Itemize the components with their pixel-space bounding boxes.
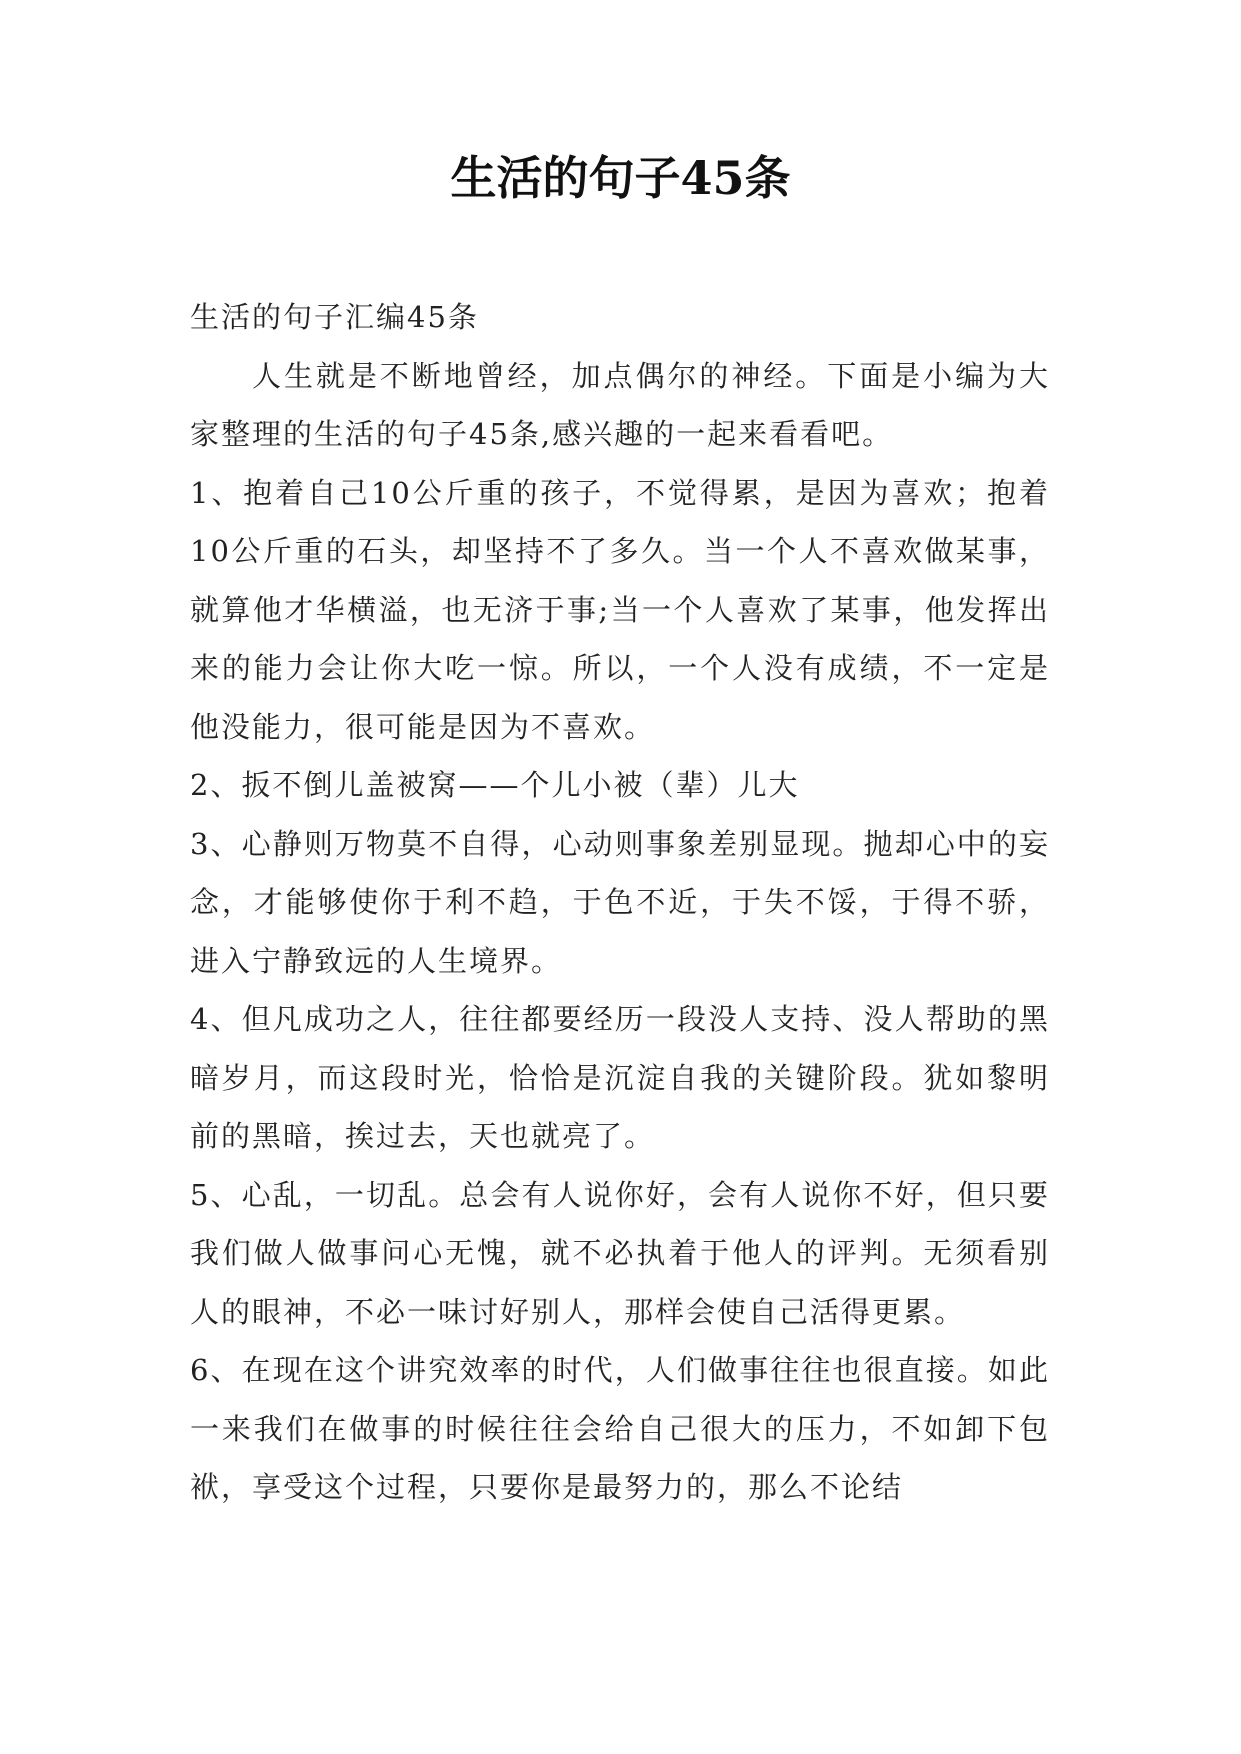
list-item: 3、心静则万物莫不自得，心动则事象差别显现。抛却心中的妄念，才能够使你于利不趋，于色不近，于失不馁，于得不骄，进入宁静致远的人生境界。 xyxy=(190,826,1050,978)
list-item: 6、在现在这个讲究效率的时代，人们做事往往也很直接。如此一来我们在做事的时候往往会给自己很大的压力，不如卸下包袱，享受这个过程，只要你是最努力的，那么不论结 xyxy=(190,1353,1050,1504)
document-body xyxy=(190,288,1050,1517)
document-title: 生活的句子45条 xyxy=(450,151,791,205)
list-item: 4、但凡成功之人，往往都要经历一段没人支持、没人帮助的黑暗岁月，而这段时光，恰恰是沉淀自我的关键阶段。犹如黎明前的黑暗，挨过去，天也就亮了。 xyxy=(190,1002,1050,1153)
list-item: 2、扳不倒儿盖被窝——个儿小被（辈）儿大 xyxy=(190,768,800,802)
list-item: 5、心乱，一切乱。总会有人说你好，会有人说你不好，但只要我们做人做事问心无愧，就不必执着于他人的评判。无须看别人的眼神，不必一味讨好别人，那样会使自己活得更累。 xyxy=(190,1177,1050,1329)
document-subtitle: 生活的句子汇编45条 xyxy=(190,300,479,334)
list-item: 1、抱着自己10公斤重的孩子，不觉得累，是因为喜欢；抱着10公斤重的石头，却坚持不了多久。当一个人不喜欢做某事，就算他才华横溢，也无济于事;当一个人喜欢了某事，他发挥出来的能力会让你大吃一惊。所以，一个人没有成绩，不一定是他没能力，很可能是因为不喜欢。 xyxy=(190,475,1050,744)
intro-paragraph: 人生就是不断地曾经，加点偶尔的神经。下面是小编为大家整理的生活的句子45条,感兴趣的一起来看看吧。 xyxy=(190,358,1050,451)
